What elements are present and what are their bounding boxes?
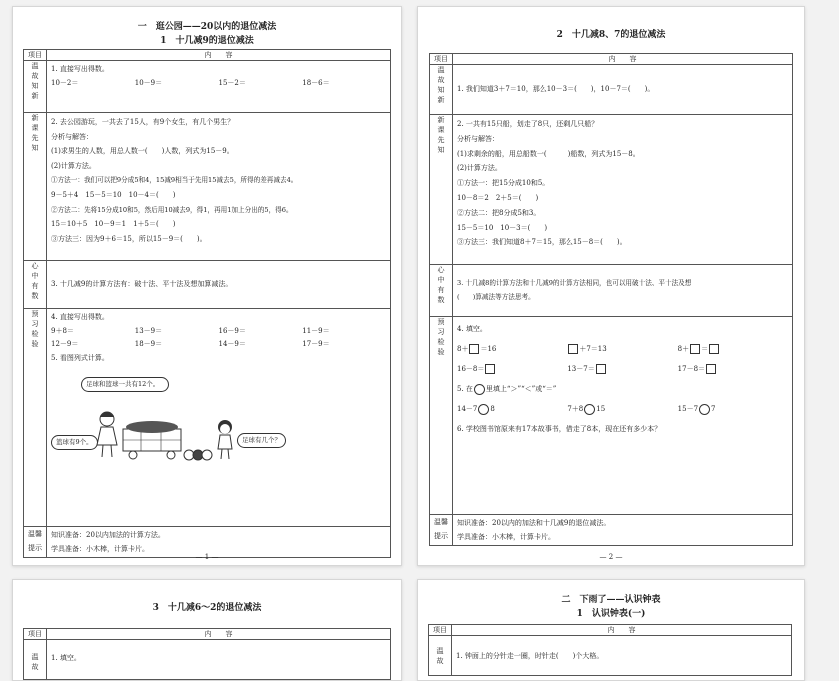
new-line: ①方法一：我们可以把9分成5和4，15减9相当于先用15减去5，所得的差再减去4。	[51, 176, 298, 185]
answer-circle[interactable]	[478, 404, 489, 415]
unit-title: 一 逛公园——20以内的退位减法	[137, 22, 277, 32]
section-new-label: 新课先知	[24, 113, 47, 261]
illustration-ball-cart	[51, 377, 301, 467]
fill-item: 8＋ ＝	[678, 339, 788, 359]
mind-cell	[47, 261, 391, 309]
new-line: ②方法二：把8分成5和3。	[457, 208, 541, 217]
lesson-title: 2 十几减8、7的退位减法	[556, 30, 666, 40]
preview-cell	[47, 309, 391, 527]
compare-item: 14－7 8	[457, 405, 495, 413]
preview-q5: 5. 在 里填上“＞”“＜”或“＝”	[457, 385, 557, 393]
header-content: 内 容	[452, 625, 792, 636]
section-review-label: 温故	[24, 640, 47, 680]
new-lesson-cell	[47, 113, 391, 261]
page-number: — 1 —	[195, 553, 219, 561]
new-lesson-cell	[453, 115, 793, 265]
fill-item: 17－8＝	[678, 359, 788, 379]
review-question: 1. 填空。	[51, 654, 81, 662]
fill-item: 8＋ ＝16	[457, 345, 497, 353]
answer-box[interactable]	[568, 344, 578, 354]
new-line: 2. 去公园游玩，一共去了15人，有9个女生，有几个男生？	[51, 118, 235, 126]
mind-cell	[453, 265, 793, 317]
calc-item: 15－2＝	[218, 78, 246, 87]
preview-q5: 5. 看图列式计算。	[51, 353, 109, 362]
preview-row-1	[51, 325, 386, 339]
section-tips-label: 温馨 提示	[24, 527, 47, 558]
lesson-title: 3 十几减6～2的退位减法	[152, 603, 262, 613]
header-project: 项目	[430, 54, 453, 65]
new-line: 分析与解答：	[457, 134, 499, 143]
tip-line: 知识准备：20以内加法的计算方法。	[51, 531, 165, 539]
new-line: 9－5＋4 15－5＝10 10－4＝( )	[51, 190, 176, 199]
section-tips-label: 温馨 提示	[430, 515, 453, 546]
header-content: 内 容	[47, 50, 391, 61]
answer-circle[interactable]	[584, 404, 595, 415]
review-question: 1. 我们知道3＋7＝10，那么10－3＝( )，10－7＝( )。	[457, 84, 655, 93]
answer-box[interactable]	[485, 364, 495, 374]
answer-box[interactable]	[709, 344, 719, 354]
page-number: — 2 —	[599, 553, 623, 561]
fill-row-1	[457, 339, 788, 359]
new-line: ③方法三：我们知道8＋7＝15，那么15－8＝( )。	[457, 238, 627, 247]
new-line: 10－8＝2 2＋5＝( )	[457, 193, 539, 202]
new-line: ①方法一：把15分成10和5。	[457, 179, 550, 188]
fill-item: 13－7＝	[567, 359, 677, 379]
section-mind-label: 心中有数	[430, 265, 453, 317]
worksheet-page-1	[12, 6, 402, 566]
lesson-title: 1 认识钟表(一)	[576, 609, 646, 619]
section-preview-label: 预习检验	[24, 309, 47, 527]
compare-item: 7＋8 15	[567, 405, 606, 413]
preview-cell	[453, 317, 793, 515]
preview-q4: 4. 直接写出得数。	[51, 313, 109, 321]
unit-title: 二 下雨了——认识钟表	[561, 595, 661, 605]
calc-item: 16－9＝	[218, 326, 246, 335]
new-line: (1)求男生的人数，用总人数一( )人数，列式为15－9。	[51, 147, 234, 156]
calc-item: 9＋8＝	[51, 326, 74, 335]
tip-line: 学具准备：小木棒，计算卡片。	[51, 545, 149, 553]
mind-text: 3. 十几减9的计算方法有：破十法、平十法及想加算减法。	[51, 279, 233, 288]
section-review-label: 温故知新	[430, 65, 453, 115]
tip-line: 学具准备：小木棒，计算卡片。	[457, 533, 555, 541]
section-new-label: 新课先知	[430, 115, 453, 265]
review-question: 1. 直接写出得数。	[51, 65, 109, 73]
calc-item: 18－9＝	[134, 340, 163, 348]
new-line: ③方法三：因为9＋6＝15，所以15－9＝( )。	[51, 234, 207, 243]
review-cell	[47, 61, 391, 113]
calc-item: 18－6＝	[302, 78, 330, 87]
fill-row-2	[457, 359, 788, 379]
worksheet-page-2	[417, 6, 805, 566]
answer-box[interactable]	[690, 344, 700, 354]
compare-row	[457, 399, 788, 419]
answer-box[interactable]	[596, 364, 606, 374]
mind-text: ( )算减法等方法思考。	[457, 292, 535, 301]
section-preview-label: 预习检验	[430, 317, 453, 515]
header-content: 内 容	[453, 54, 793, 65]
calc-item: 17－9＝	[302, 340, 330, 348]
lesson-title: 1 十几减9的退位减法	[160, 36, 254, 46]
review-cell	[452, 636, 792, 676]
section-review-label: 温故知新	[24, 61, 47, 113]
answer-box[interactable]	[706, 364, 716, 374]
new-line: 15＝10＋5 10－9＝1 1＋5＝( )	[51, 220, 176, 229]
section-mind-label: 心中有数	[24, 261, 47, 309]
review-cell	[453, 65, 793, 115]
worksheet-page-3	[12, 579, 402, 681]
worksheet-table	[23, 628, 391, 680]
header-project: 项目	[24, 50, 47, 61]
section-review-label: 温故	[429, 636, 452, 676]
worksheet-page-4	[417, 579, 805, 681]
tip-line: 知识准备：20以内的加法和十几减9的退位减法。	[457, 519, 611, 527]
fill-item: 16－8＝	[457, 359, 567, 379]
header-project: 项目	[429, 625, 452, 636]
new-line: (2)计算方法。	[457, 164, 502, 173]
calc-item: 10－9＝	[134, 78, 163, 87]
review-question: 1. 钟面上的分针走一圈，时针走( )个大格。	[456, 652, 604, 660]
new-line: (2)计算方法。	[51, 161, 96, 170]
review-items	[51, 77, 386, 91]
compare-item: 15－7 7	[677, 405, 716, 413]
header-content: 内 容	[47, 629, 391, 640]
calc-item: 12－9＝	[51, 340, 79, 348]
answer-box[interactable]	[469, 344, 479, 354]
worksheet-table	[429, 53, 793, 546]
new-line: ②方法二：先将15分成10和5，然后用10减去9，得1，再用1加上分出的5，得6。	[51, 205, 293, 214]
calc-item: 13－9＝	[134, 326, 163, 335]
review-cell	[47, 640, 391, 680]
calc-item: 14－9＝	[218, 340, 246, 348]
new-line: 15－5＝10 10－3＝( )	[457, 223, 548, 232]
circle-icon	[474, 384, 485, 395]
speech-bubble-total: 足球和篮球一共有12个。	[81, 377, 169, 392]
new-line: (1)求剩余的船，用总船数一( )船数，列式为15－8。	[457, 149, 640, 158]
new-line: 分析与解答：	[51, 132, 93, 141]
mind-text: 3. 十几减8的计算方法和十几减9的计算方法相同，也可以用破十法、平十法及想	[457, 279, 692, 287]
worksheet-table	[23, 49, 391, 558]
worksheet-table	[428, 624, 792, 676]
calc-item: 11－9＝	[302, 326, 330, 335]
preview-row-2	[51, 338, 386, 352]
preview-q6: 6. 学校图书馆原来有17本故事书，借走了8本，现在还有多少本？	[457, 425, 662, 433]
speech-bubble-question: 足球有几个？	[237, 433, 286, 448]
speech-bubble-basketball: 篮球有9个。	[51, 435, 98, 450]
fill-item: ＋7＝13	[567, 339, 677, 359]
calc-item: 10－2＝	[51, 78, 79, 87]
header-project: 项目	[24, 629, 47, 640]
answer-circle[interactable]	[699, 404, 710, 415]
children-cart-drawing	[51, 377, 241, 467]
tips-cell	[453, 515, 793, 546]
preview-q4: 4. 填空。	[457, 325, 487, 333]
new-line: 2. 一共有15只船，划走了8只，还剩几只船？	[457, 120, 599, 128]
